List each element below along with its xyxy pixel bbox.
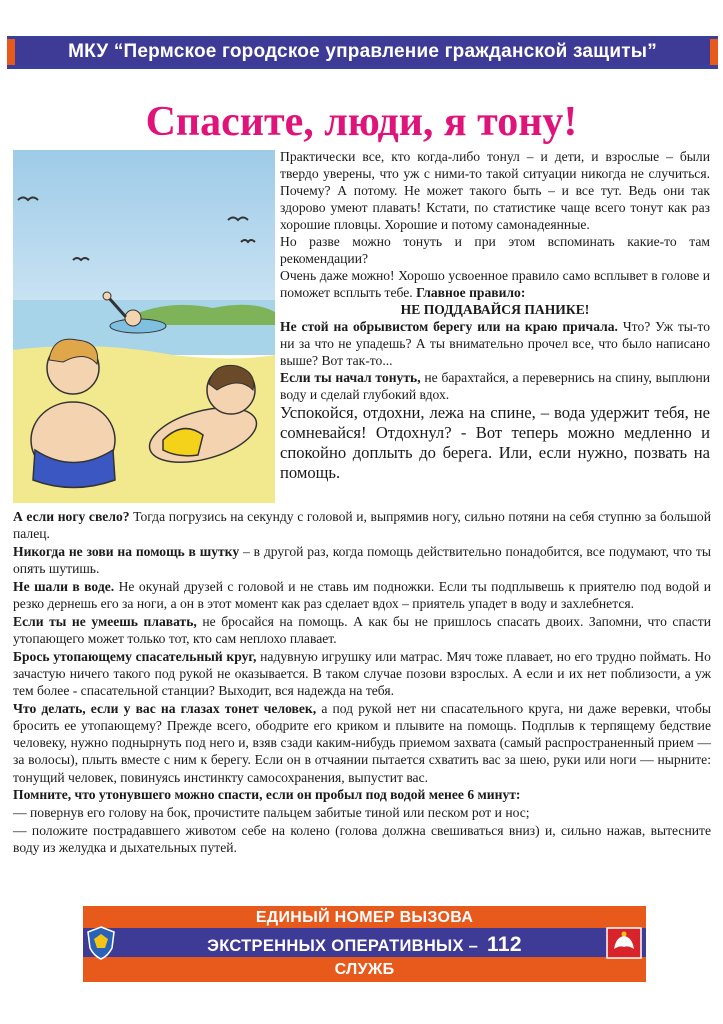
body-text: – в другой раз, когда помощь действительно понадобится, все подумают, что ты опять шутишь. [13,543,711,577]
intro-paragraph: Но разве можно тонуть и при этом вспоминать какие-то там рекомендации? [280,234,710,266]
beach-illustration [13,150,275,503]
intro-text: Что? Уж ты-то ни за что не упадешь? А ты внимательно прочел все, что было написано выше? Вот так-то... [280,319,710,368]
footer-line-1: ЕДИНЫЙ НОМЕР ВЫЗОВА [255,909,474,926]
main-body [13,508,711,857]
body-text: Тогда погрузись на секунду с головой и, выпрямив ногу, сильно потяни на себя ступню за большой палец. [13,509,711,542]
bold-lead: Если ты начал тонуть, [280,370,421,385]
page-title: Спасите, люди, я тону! [145,99,578,145]
bold-lead: Если ты не умеешь плавать, [13,613,197,629]
intro-paragraph [280,318,710,369]
body-paragraph [13,613,711,647]
body-text: а под рукой нет ни спасательного круга, ни даже веревки, чтобы бросить ее утопающему? Прежде всего, ободрите его криком и плывите на помощь. Подплыв к терпящему бедствие человеку, нужно поднырнуть под него и, взяв сзади каким-нибудь приемом захвата (самый распространенный прием — за волосы), плыть вместе с ним к берегу. Если он в отчаянии пытается схватить вас за шею, руки или ноги — нырните: тонущий человек, повинуясь инстинкту самосохранения, выпустит вас. [13,700,712,785]
bold-lead: Брось утопающему спасательный круг, [13,648,257,664]
body-paragraph [13,700,711,786]
main-rule: НЕ ПОДДАВАЙСЯ ПАНИКЕ! [400,302,590,317]
header-banner [7,36,718,69]
emergency-number: 112 [487,933,522,956]
body-paragraph [13,786,711,803]
footer-line-2 [83,933,646,957]
list-item: — положите пострадавшего животом себе на колено (голова должна свешиваться вниз) и, сильно нажав, вытесните воду из желудка и дыхательных путей. [13,822,711,855]
bold-lead: А если ногу свело? [13,509,130,524]
bold-lead: Помните, что утонувшего можно спасти, если он пробыл под водой менее 6 минут: [13,787,521,803]
intro-text: Очень даже можно! Хорошо усвоенное правило само всплывет в голове и поможет всплыть тебе. [280,268,710,300]
emergency-footer [83,906,646,982]
org-name: МКУ “Пермское городское управление гражданской защиты” [68,41,657,62]
body-paragraph [13,543,711,577]
bold-lead: Никогда не зови на помощь в шутку [13,543,240,559]
bold-lead: Не шали в воде. [13,578,115,594]
footer-line-3: СЛУЖБ [334,961,395,978]
body-paragraph [13,578,711,612]
bold-lead: Не стой на обрывистом берегу или на краю причала. [280,319,618,334]
list-item: — повернув его голову на бок, прочистите пальцем забитые тиной или песком рот и нос; [13,804,530,820]
intro-paragraph [280,267,710,301]
body-paragraph [13,508,711,542]
main-rule-label: Главное правило: [416,285,526,300]
body-text: Не окунай друзей с головой и не ставь им подножки. Если ты подплывешь к приятелю под водой и резко дернешь его за ноги, а он в этот момент как раз сделает вдох – приятель упадет в воду и захлебнется. [13,578,711,612]
body-paragraph [13,648,711,700]
intro-text: не барахтайся, а перевернись на спину, выплюни воду и сделай глубокий вдох. [280,370,710,402]
bold-lead: Что делать, если у вас на глазах тонет человек, [13,700,317,716]
intro-paragraph-large: Успокойся, отдохни, лежа на спине, – вода удержит тебя, не сомневайся! Отдохнул? - Вот теперь можно медленно и спокойно доплыть до берега. Или, если нужно, позвать на помощь. [280,403,710,482]
body-text: надувную игрушку или матрас. Мяч тоже плавает, но его трудно поймать. Но зачастую ничего такого под рукой не оказывается. В таком случае позови взрослых. А если и их нет поблизости, а уж тем более - спасательной станции? Выходит, вся надежда на тебя. [13,648,711,699]
intro-column [280,148,710,483]
intro-paragraph [280,369,710,403]
perm-coat-of-arms-icon [606,927,642,959]
intro-paragraph: Практически все, кто когда-либо тонул – и дети, и взрослые – были твердо уверены, что уж с ними-то такой ситуации никогда не случиться. Почему? А потому. Не может такого быть – и все тут. Ведь они так здорово умеют плавать! Кстати, по статистике чаще всего тонут как раз хорошие пловцы. Хорошие и потому самонадеянные. [280,149,710,232]
header-band [15,39,710,65]
footer-line-2-text: ЭКСТРЕННЫХ ОПЕРАТИВНЫХ – [207,937,479,955]
body-text: не бросайся на помощь. А как бы не пришлось спасать двоих. Запомни, что спасти утопающего может только тот, кто сам неплохо плавает. [13,613,712,646]
mchs-emblem-icon [86,926,116,960]
